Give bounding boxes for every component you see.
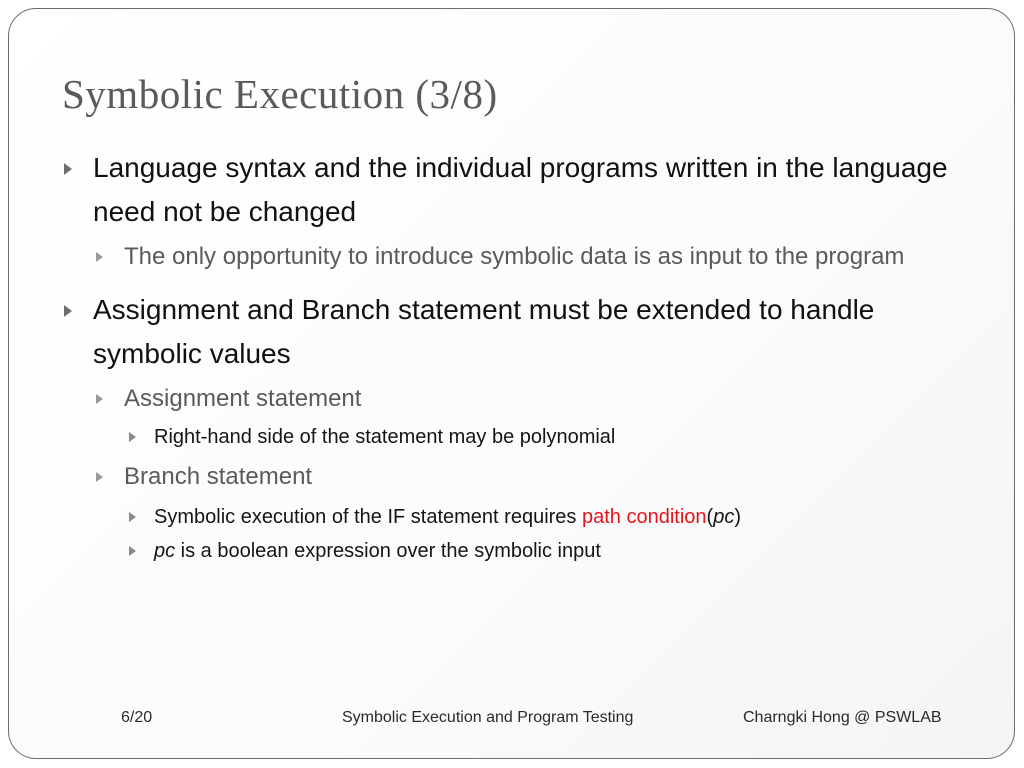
bullet-arrow-icon (129, 512, 136, 522)
slide-title: Symbolic Execution (3/8) (62, 71, 498, 117)
pc-abbreviation: pc (154, 540, 176, 562)
bullet-arrow-icon (96, 252, 103, 262)
bullet-language-syntax (62, 146, 962, 234)
sub-bullet-symbolic-input (62, 238, 962, 276)
bullet-text: Branch statement (124, 463, 313, 490)
bullet-arrow-icon (64, 163, 72, 175)
bullet-text: Assignment statement (124, 385, 362, 412)
close-paren: ) (734, 506, 741, 528)
bullet-text: Assignment and Branch statement must be extended to handle symbolic values (93, 294, 875, 369)
bullet-assignment-branch (62, 288, 962, 376)
page-number: 6/20 (121, 709, 153, 726)
sub-sub-bullet-pc-boolean (62, 536, 962, 566)
bullet-text: Language syntax and the individual programs written in the language need not be changed (93, 152, 948, 227)
sub-bullet-branch-statement (62, 458, 962, 496)
bullet-arrow-icon (96, 472, 103, 482)
bullet-arrow-icon (96, 394, 103, 404)
footer-author: Charngki Hong @ PSWLAB (743, 709, 942, 726)
sub-bullet-assignment-statement (62, 380, 962, 418)
bullet-text-suffix: is a boolean expression over the symbolic input (175, 540, 601, 562)
bullet-arrow-icon (64, 305, 72, 317)
sub-sub-bullet-path-condition (62, 502, 962, 532)
footer-title: Symbolic Execution and Program Testing (342, 709, 634, 726)
open-paren: ( (706, 506, 714, 528)
bullet-arrow-icon (129, 432, 136, 442)
pc-abbreviation: pc (713, 506, 735, 528)
bullet-text: Right-hand side of the statement may be polynomial (154, 426, 616, 448)
bullet-text-prefix: Symbolic execution of the IF statement requires (154, 506, 582, 528)
highlight-path-condition: path condition (581, 506, 707, 528)
bullet-arrow-icon (129, 546, 136, 556)
bullet-list (62, 146, 962, 566)
bullet-text: The only opportunity to introduce symbolic data is as input to the program (124, 243, 905, 270)
sub-sub-bullet-polynomial (62, 422, 962, 452)
